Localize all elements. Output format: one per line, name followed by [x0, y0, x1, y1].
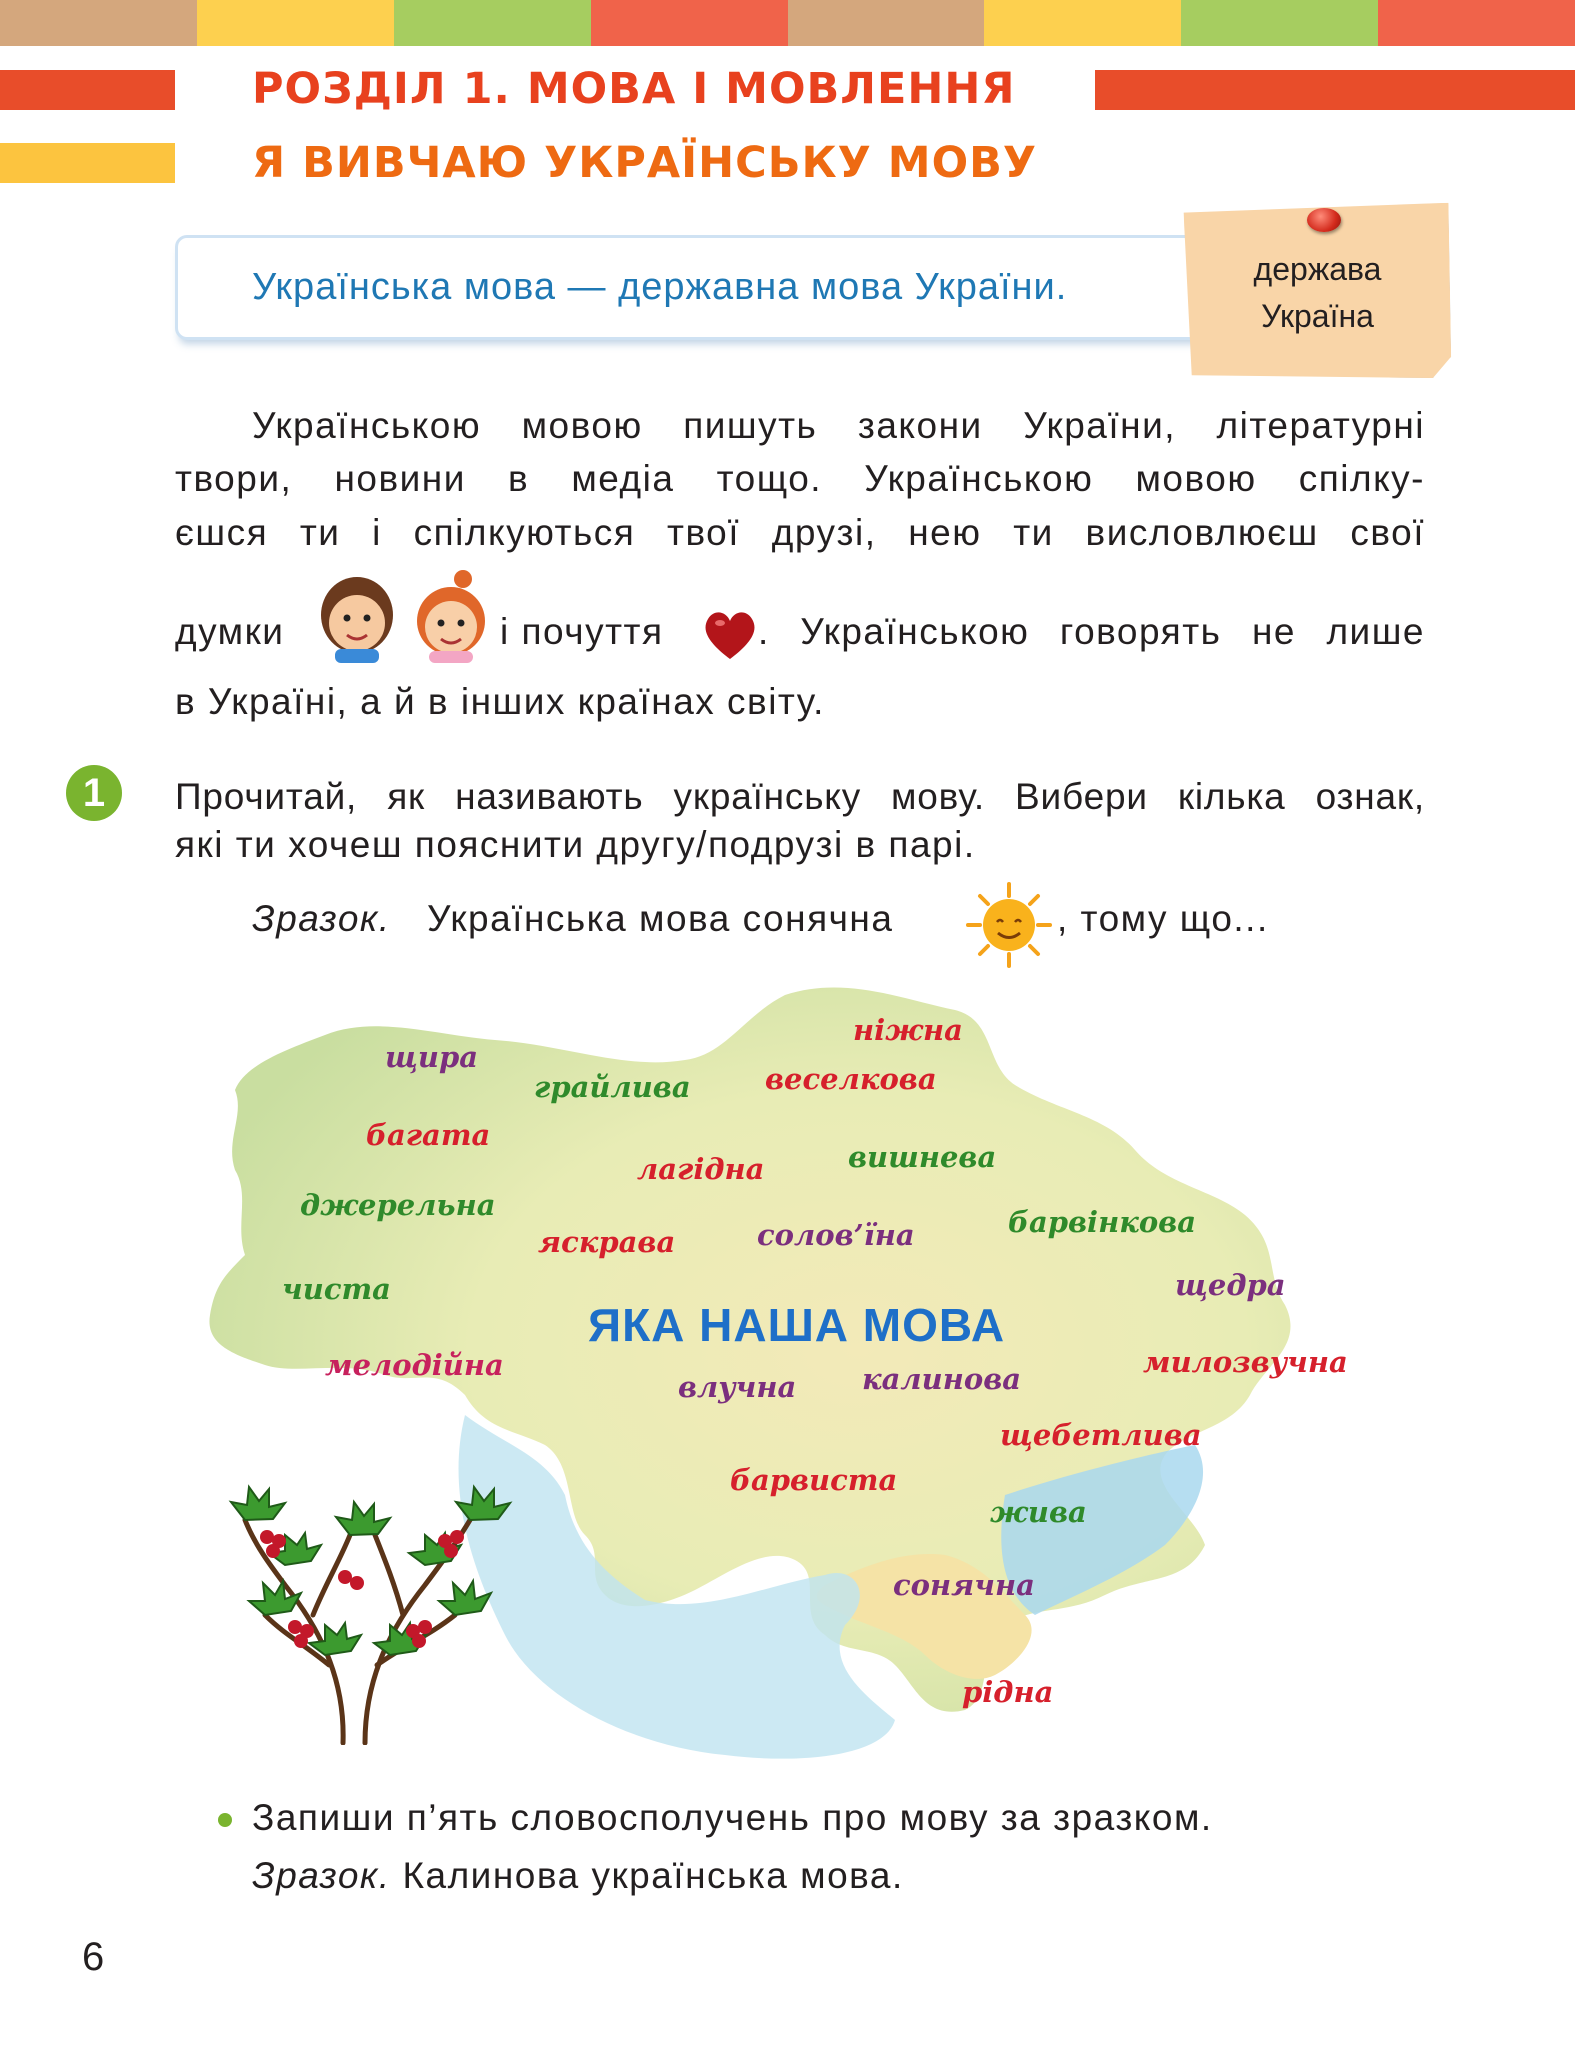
map-word: веселкова — [765, 1062, 937, 1096]
intro-line: твори, новини в медіа тощо. Українською мовою спілку- — [175, 458, 1425, 499]
sun-icon — [964, 880, 1054, 970]
map-word: щебетлива — [1000, 1418, 1202, 1452]
heading-bar-right-red — [1095, 70, 1575, 110]
children-icon — [313, 563, 513, 663]
intro-word-dumky: думки — [175, 611, 285, 652]
map-word: багата — [366, 1118, 491, 1152]
stripe-segment — [0, 0, 197, 46]
map-title: ЯКА НАША МОВА — [588, 1299, 1006, 1351]
intro-line: Українською мовою пишуть закони України, літературні — [252, 405, 1425, 446]
map-word: рідна — [962, 1675, 1054, 1709]
map-word: жива — [990, 1495, 1087, 1529]
map-word: сонячна — [893, 1568, 1035, 1602]
stripe-segment — [394, 0, 591, 46]
viburnum-plant-icon — [225, 1465, 515, 1745]
intro-line4-end: . Українською говорять не лише — [758, 611, 1425, 652]
map-word: ніжна — [853, 1013, 963, 1047]
task2-example-text: Калинова українська мова. — [402, 1855, 904, 1896]
intro-line-with-pictures — [175, 563, 1425, 663]
example-label: Зразок. — [252, 898, 391, 939]
map-word: мелодійна — [325, 1348, 504, 1382]
lesson-title: Я ВИВЧАЮ УКРАЇНСЬКУ МОВУ — [252, 138, 1038, 188]
map-word: барвиста — [730, 1463, 898, 1497]
map-word: лагідна — [637, 1152, 765, 1186]
stripe-segment — [197, 0, 394, 46]
map-word: барвінкова — [1008, 1205, 1197, 1239]
definition-text: Українська мова — державна мова України. — [252, 266, 1068, 308]
map-word: чиста — [282, 1272, 391, 1306]
intro-word-pochuttia: і почуття — [500, 611, 664, 652]
top-color-stripe — [0, 0, 1575, 46]
note-word-derzhava: держава — [1253, 251, 1382, 287]
task2-example-label: Зразок. — [252, 1855, 391, 1896]
stripe-segment — [788, 0, 985, 46]
bullet-dot — [218, 1813, 232, 1827]
map-word: солов’їна — [757, 1218, 915, 1252]
stripe-segment — [591, 0, 788, 46]
stripe-segment — [1378, 0, 1575, 46]
note-word-ukraina: Україна — [1261, 298, 1374, 334]
example-text: Українська мова сонячна — [427, 898, 894, 939]
task2-text: Запиши п’ять словосполучень про мову за зразком. — [252, 1797, 1213, 1838]
exercise-number-badge: 1 — [66, 765, 122, 821]
heart-icon — [700, 607, 760, 663]
map-word: щедра — [1175, 1268, 1286, 1302]
map-word: влучна — [678, 1370, 797, 1404]
page-number: 6 — [82, 1935, 105, 1979]
pin-icon — [1307, 208, 1341, 232]
task2-example — [252, 1855, 904, 1897]
exercise-task-line: Прочитай, як називають українську мову. Вибери кілька ознак, — [175, 776, 1425, 817]
section-title: РОЗДІЛ 1. МОВА І МОВЛЕННЯ — [252, 64, 1016, 114]
map-word: вишнева — [848, 1140, 997, 1174]
intro-line: в Україні, а й в інших країнах світу. — [175, 681, 825, 722]
exercise-task-line: які ти хочеш пояснити другу/подрузі в парі. — [175, 824, 976, 865]
stripe-segment — [1181, 0, 1378, 46]
exercise-example — [252, 880, 1352, 970]
map-word: щира — [385, 1040, 479, 1074]
intro-line: єшся ти і спілкуються твої друзі, нею ти висловлюєш свої — [175, 512, 1425, 553]
map-word: яскрава — [538, 1225, 676, 1259]
map-word: калинова — [862, 1362, 1022, 1396]
stripe-segment — [984, 0, 1181, 46]
map-word: джерельна — [300, 1188, 496, 1222]
heading-bar-left-yellow — [0, 143, 175, 183]
map-word: милозвучна — [1143, 1345, 1348, 1379]
map-word: грайлива — [534, 1070, 691, 1104]
heading-bar-left-red — [0, 70, 175, 110]
example-end: , тому що... — [1057, 898, 1269, 939]
